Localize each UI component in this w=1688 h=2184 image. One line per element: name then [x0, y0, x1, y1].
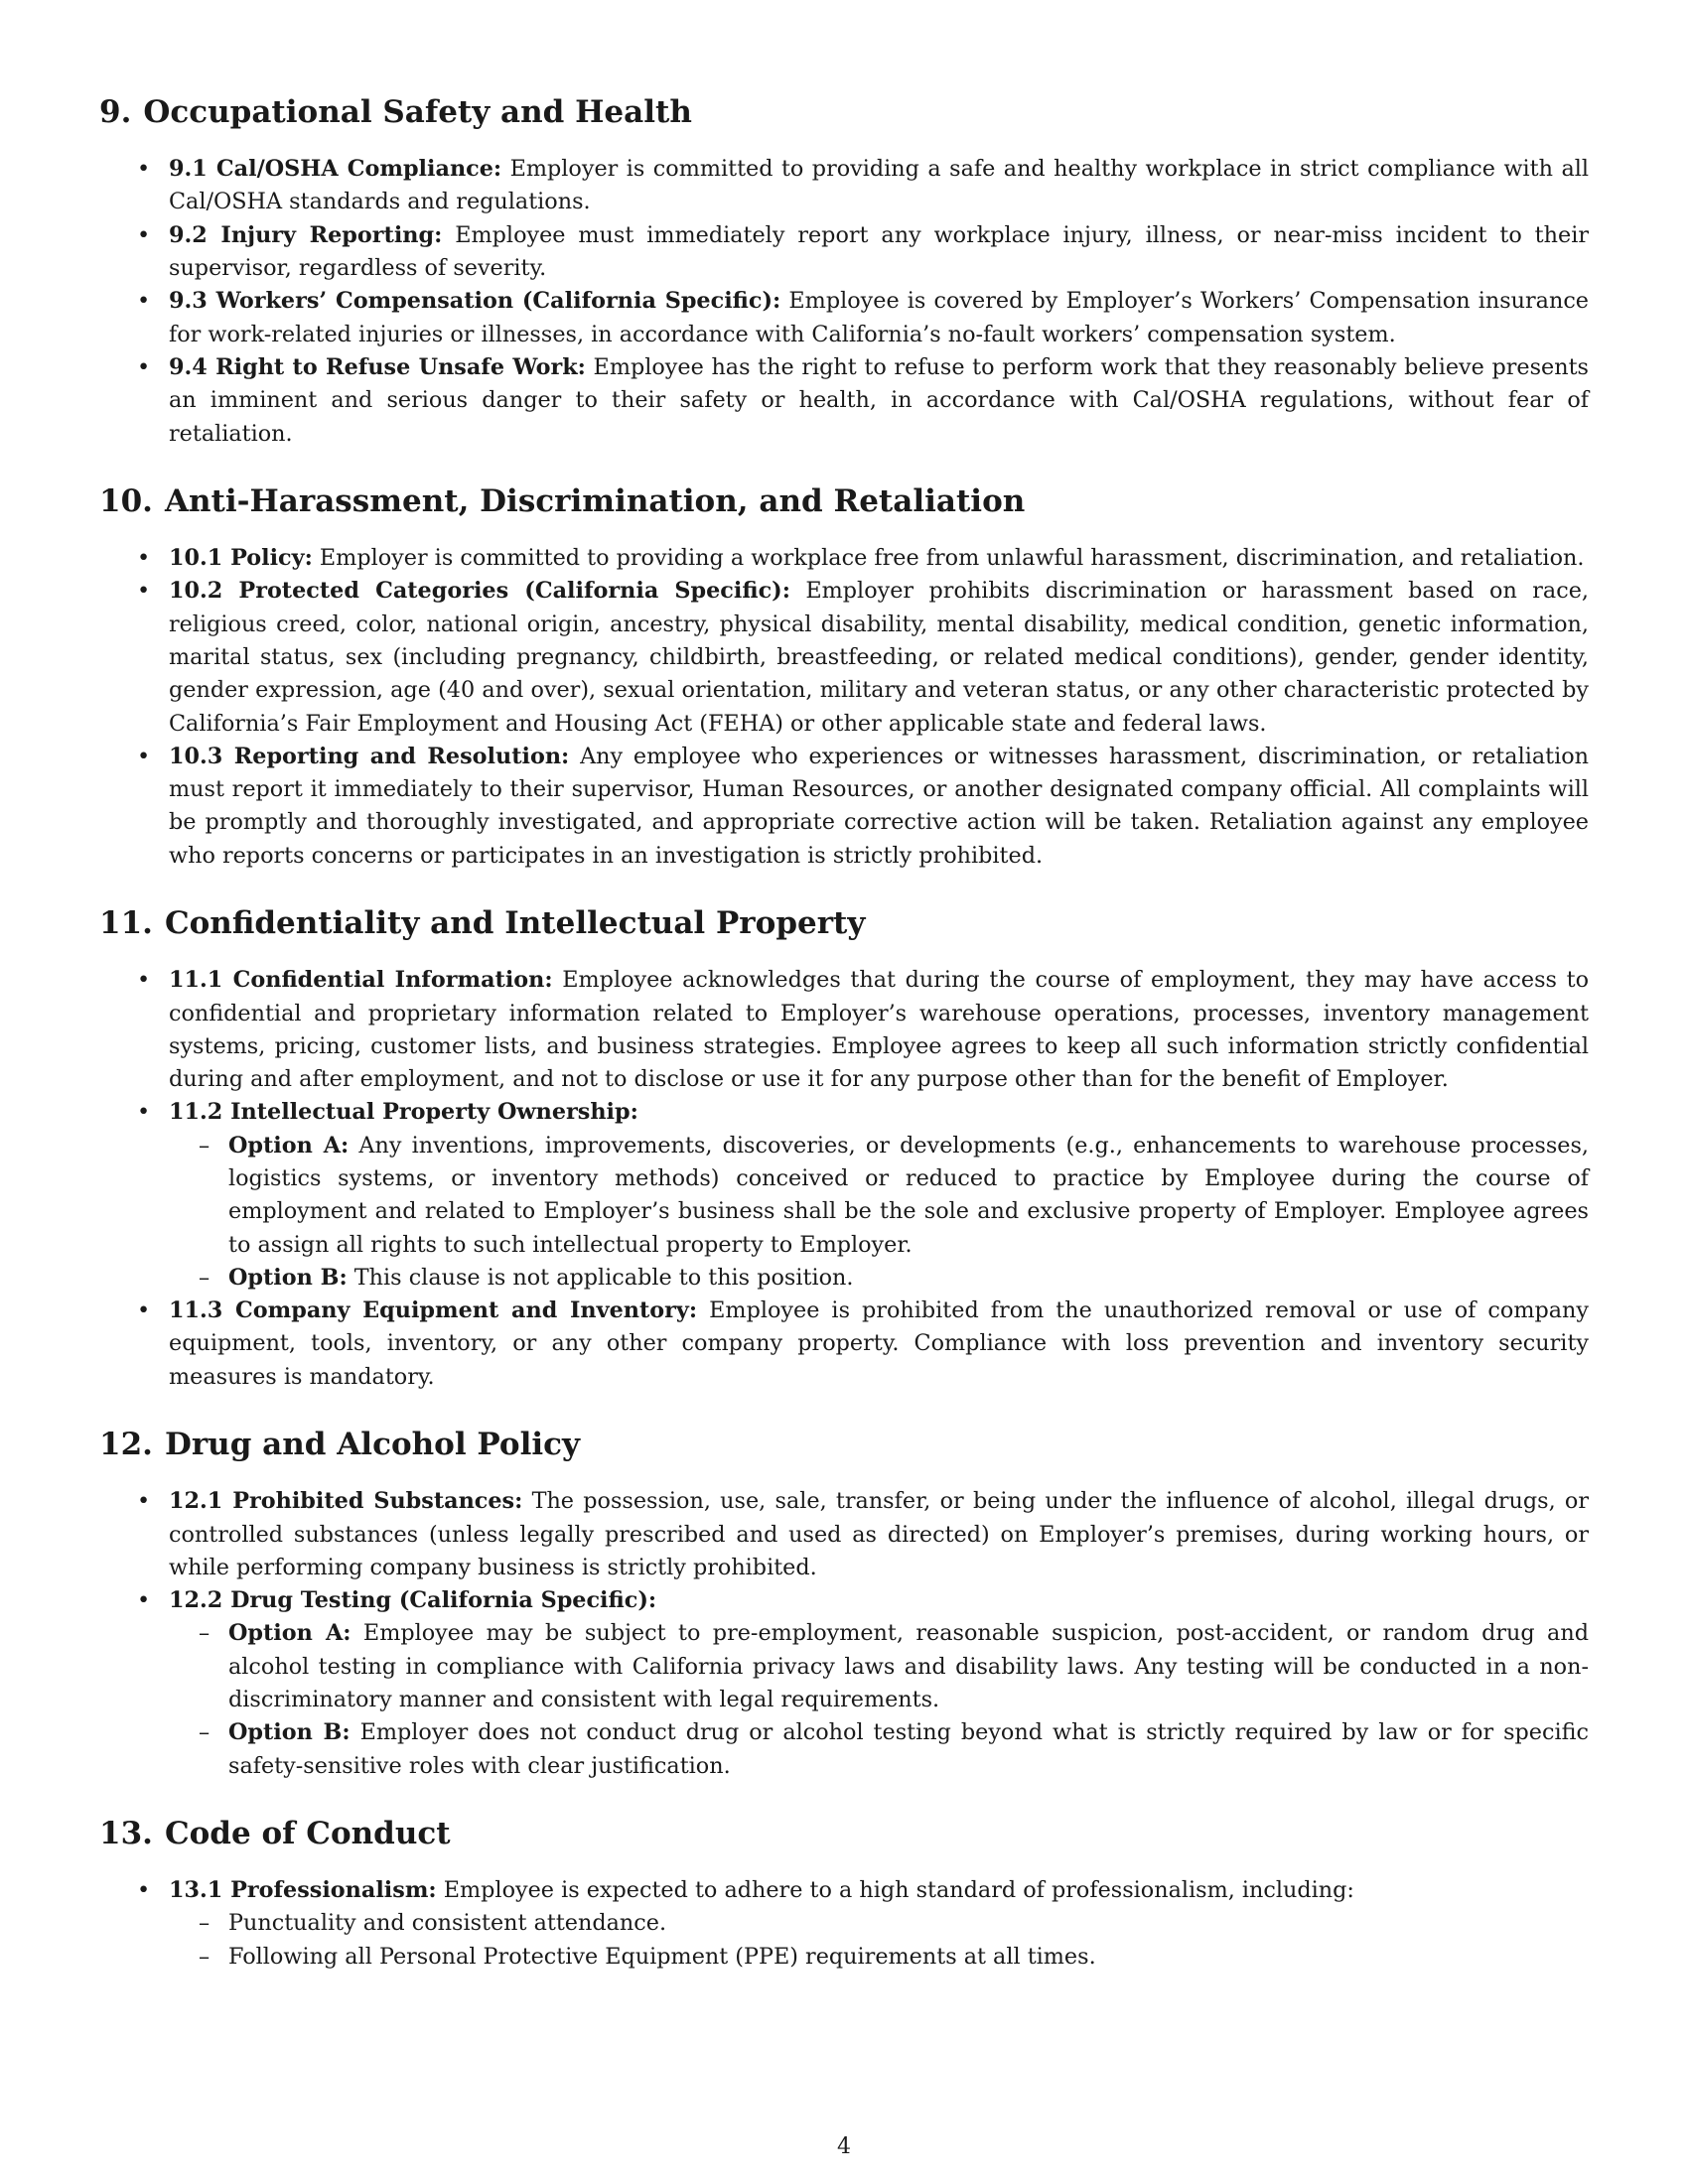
sub-clause-list [169, 1907, 1589, 1974]
section-number: 11. [99, 905, 153, 942]
sub-clause-label: Option B: [228, 1719, 351, 1746]
section [99, 905, 1589, 1394]
section-title [99, 94, 1589, 131]
section-title-text: Drug and Alcohol Policy [164, 1427, 581, 1463]
sub-clause-label: Option A: [228, 1620, 352, 1647]
clause-text: Employer prohibits discrimination or harassment based on race, religious creed, color, national origin, ancestry, physical disability, mental disability, medical condition, genetic information, marital status, sex (including pregnancy, childbirth, breastfeeding, or related medical conditions), gender, gender identity, gender expression, age (40 and over), sexual orientation, military and veteran status, or any other characteristic protected by California’s Fair Employment and Housing Act (FEHA) or other applicable state and federal laws. [169, 578, 1589, 737]
clause-text: The possession, use, sale, transfer, or being under the influence of alcohol, illegal drugs, or controlled substances (unless legally prescribed and used as directed) on Employer’s premises, during working hours, or while performing company business is strictly prohibited. [169, 1488, 1589, 1580]
sub-clause-text: Employer does not conduct drug or alcohol testing beyond what is strictly required by law or for specific safety-sensitive roles with clear justification. [228, 1719, 1589, 1779]
section [99, 1816, 1589, 1974]
clause-label: 9.4 Right to Refuse Unsafe Work: [169, 353, 586, 380]
clause-text: Employee has the right to refuse to perform work that they reasonably believe presents an imminent and serious danger to their safety or health, in accordance with Cal/OSHA regulations, without fear of retaliation. [169, 353, 1589, 447]
clause-list [99, 1874, 1589, 1974]
sub-clause-text: Any inventions, improvements, discoveries, or developments (e.g., enhancements to warehouse processes, logistics systems, or inventory methods) conceived or reduced to practice by Employee during the course of employment and related to Employer’s business shall be the sole and exclusive property of Employer. Employee agrees to assign all rights to such intellectual property to Employer. [228, 1132, 1589, 1258]
sub-clause-item [169, 1262, 1589, 1295]
sub-clause-list [169, 1130, 1589, 1295]
clause-text: Employee is expected to adhere to a high standard of professionalism, including: [436, 1877, 1354, 1904]
sub-clause-text: Punctuality and consistent attendance. [228, 1910, 667, 1937]
clause-text: Employee acknowledges that during the course of employment, they may have access to confidential and proprietary information related to Employer’s warehouse operations, processes, inventory management systems, pricing, customer lists, and business strategies. Employee agrees to keep all such information strictly confidential during and after employment, and not to disclose or use it for any purpose other than for the benefit of Employer. [169, 967, 1589, 1093]
section-title-text: Anti-Harassment, Discrimination, and Retaliation [164, 482, 1026, 519]
clause-label: 11.3 Company Equipment and Inventory: [169, 1297, 698, 1324]
sub-clause-item [169, 1941, 1589, 1974]
clause-item [99, 1874, 1589, 1974]
clause-list [99, 964, 1589, 1394]
clause-label: 9.1 Cal/OSHA Compliance: [169, 156, 502, 183]
sub-clause-label: Option A: [228, 1132, 350, 1159]
clause-text: Employee is prohibited from the unauthorized removal or use of company equipment, tools, inventory, or any other company property. Compliance with loss prevention and inventory security measures is mandatory. [169, 1297, 1590, 1390]
section-title-text: Confidentiality and Intellectual Property [164, 905, 866, 942]
section-title-text: Code of Conduct [164, 1815, 451, 1851]
clause-item [99, 964, 1589, 1096]
section-title-text: Occupational Safety and Health [143, 94, 692, 130]
section-title [99, 1816, 1589, 1852]
clause-item [99, 1295, 1589, 1394]
clause-item [99, 1096, 1589, 1295]
section-number: 12. [99, 1427, 153, 1463]
clause-label: 12.2 Drug Testing (California Specific): [169, 1587, 657, 1614]
page-number: 4 [837, 2134, 851, 2159]
clause-label: 10.3 Reporting and Resolution: [169, 743, 570, 769]
clause-item [99, 351, 1589, 451]
sub-clause-list [169, 1617, 1589, 1782]
clause-item [99, 153, 1589, 219]
sub-clause-label: Option B: [228, 1264, 348, 1291]
clause-label: 10.1 Policy: [169, 545, 313, 572]
clause-item [99, 219, 1589, 286]
clause-text: Employee is covered by Employer’s Workers’ Compensation insurance for work-related injuries or illnesses, in accordance with California’s no-fault workers’ compensation system. [169, 288, 1590, 347]
clause-label: 13.1 Professionalism: [169, 1877, 437, 1904]
clause-item [99, 1584, 1589, 1783]
section [99, 94, 1589, 451]
sub-clause-item [169, 1617, 1589, 1716]
clause-list [99, 153, 1589, 451]
section-title [99, 1427, 1589, 1463]
sub-clause-text: Following all Personal Protective Equipment (PPE) requirements at all times. [228, 1943, 1096, 1970]
clause-label: 11.2 Intellectual Property Ownership: [169, 1099, 638, 1126]
clause-text: Employer is committed to providing a safe and healthy workplace in strict compliance with all Cal/OSHA standards and regulations. [169, 156, 1589, 215]
document-page [99, 94, 1589, 2006]
clause-label: 9.2 Injury Reporting: [169, 221, 443, 248]
sub-clause-item [169, 1716, 1589, 1783]
sub-clause-text: Employee may be subject to pre-employment, reasonable suspicion, post-accident, or random drug and alcohol testing in compliance with California privacy laws and disability laws. Any testing will be conducted in a non-discriminatory manner and consistent with legal requirements. [228, 1620, 1589, 1713]
clause-label: 11.1 Confidential Information: [169, 967, 553, 994]
section-number: 10. [99, 482, 153, 519]
clause-list [99, 542, 1589, 873]
clause-label: 9.3 Workers’ Compensation (California Specific): [169, 288, 781, 315]
clause-text: Any employee who experiences or witnesses harassment, discrimination, or retaliation must report it immediately to their supervisor, Human Resources, or another designated company official. All complaints will be promptly and thoroughly investigated, and appropriate corrective action will be taken. Retaliation against any employee who reports concerns or participates in an investigation is strictly prohibited. [169, 743, 1589, 869]
sub-clause-text: This clause is not applicable to this position. [347, 1264, 854, 1291]
clause-item [99, 575, 1589, 740]
clause-item [99, 285, 1589, 351]
clause-text: Employee must immediately report any workplace injury, illness, or near-miss incident to their supervisor, regardless of severity. [169, 221, 1589, 282]
section-title [99, 483, 1589, 520]
section [99, 1427, 1589, 1783]
clause-label: 10.2 Protected Categories (California Specific): [169, 578, 790, 605]
section-number: 13. [99, 1815, 153, 1851]
sub-clause-item [169, 1130, 1589, 1262]
clause-list [99, 1485, 1589, 1783]
sub-clause-item [169, 1907, 1589, 1940]
clause-label: 12.1 Prohibited Substances: [169, 1488, 523, 1515]
clause-item [99, 1485, 1589, 1584]
clause-text: Employer is committed to providing a workplace free from unlawful harassment, discrimination, and retaliation. [312, 545, 1585, 572]
section [99, 483, 1589, 873]
section-title [99, 905, 1589, 942]
clause-item [99, 741, 1589, 873]
section-number: 9. [99, 94, 132, 130]
clause-item [99, 542, 1589, 575]
